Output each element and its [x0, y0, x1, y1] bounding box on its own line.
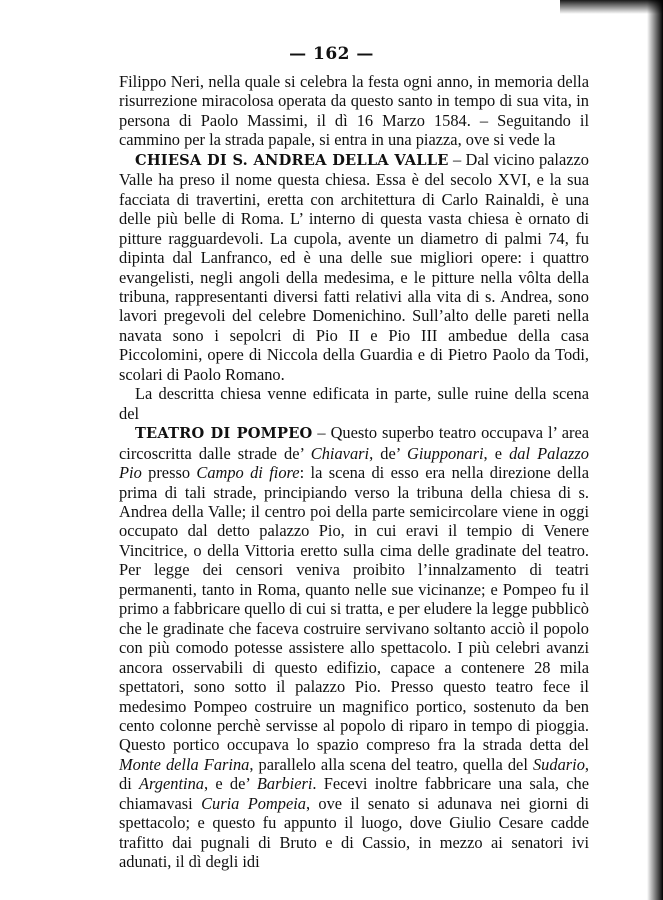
- page-number: — 162 —: [289, 44, 374, 64]
- text-span: , di: [119, 754, 590, 794]
- italic-term: dal Palazzo Pio: [119, 443, 589, 483]
- section-heading-chiesa: CHIESA DI S. ANDREA DELLA VALLE: [135, 151, 449, 169]
- italic-term: Chiavari: [310, 443, 370, 463]
- italic-term: Argentina: [139, 774, 204, 794]
- text-span: , de’: [369, 443, 408, 463]
- paragraph-3: La descritta chiesa venne edificata in parte, sulle ruine della scena del: [119, 384, 589, 423]
- paragraph-2-text: – Dal vicino palazzo Valle ha preso il nome questa chiesa. Essa è del secolo XVI, e la sua facciata di travertini, eretta con architettura di Carlo Rainaldi, è una delle più belle di Roma. L’ interno di questa vasta chiesa è ornato di pitture ragguardevoli. La cupola, avente un diametro di palmi 74, fu dipinta dal Lanfranco, ed è una delle sue migliori opere: i quattro evangelisti, negli angoli della medesima, e le pitture nella vôlta della tribuna, rappresentanti diversi fatti relativi alla vita di s. Andrea, sono lavori pregevoli del celebre Domenichino. Sull’alto delle pareti nella navata sono i sepolcri di Pio II e Pio III ambedue della casa Piccolomini, opere di Niccola della Guardia e di Pietro Paolo da Todi, scolari di Paolo Romano.: [119, 149, 590, 384]
- text-span: , ove il senato si adunava nei giorni di spettacolo; e questo fu appunto il luogo, dove Giulio Cesare cadde trafitto dai pugnali di Bruto e di Cassio, in mezzo ai senatori ivi adunati, il dì degli idi: [119, 793, 589, 872]
- italic-term: Sudario: [532, 754, 585, 774]
- italic-term: Campo di fiore: [196, 463, 300, 483]
- paragraph-4: [119, 423, 589, 871]
- italic-term: Barbieri: [256, 774, 313, 794]
- italic-term: Giupponari: [407, 443, 484, 463]
- body-text: [119, 72, 589, 872]
- paragraph-1: Filippo Neri, nella quale si celebra la festa ogni anno, in memoria della risurrezione miracolosa operata da questo santo in tempo di sua vita, in persona di Paolo Massimi, il dì 16 Marzo 1584. – Seguitando il cammino per la strada papale, si entra in una piazza, ove si vede la: [119, 72, 589, 150]
- text-span: : la scena di esso era nella direzione della prima di tali strade, principiando verso la tribuna della chiesa di s. Andrea della Valle; il centro poi della parte semicircolare viene in oggi occupato dal detto palazzo Pio, in cui eravi il tempio di Venere Vincitrice, o della Vittoria eretto sulla cima delle gradinate del teatro. Per legge dei censori veniva proibito l’innalzamento di teatri permanenti, tanto in Roma, quanto nelle sue vicinanze; e Pompeo fu il primo a fabbricare quello di cui si tratta, e per eludere la legge pubblicò che le gradinate che faceva costruire servivano soltanto acciò il popolo con più comodo potesse assistere allo spettacolo. I più celebri avanzi ancora osservabili di questo edifizio, capace a contenere 28 mila spettatori, sono sotto il palazzo Pio. Presso questo teatro fece il medesimo Pompeo costruire un magnifico portico, sostenuto da ben cento colonne perchè servisse al popolo di riparo in tempo di pioggia. Questo portico occupava lo spazio compreso fra la strada detta del: [119, 463, 590, 755]
- text-span: . Fecevi inoltre fabbricare una sala, che chiamavasi: [119, 774, 589, 813]
- italic-term: Curia Pompeia: [201, 793, 306, 813]
- paragraph-2: [119, 150, 589, 384]
- text-span: – Questo superbo teatro occupava l’ area circoscritta dalle strade de’: [119, 423, 590, 463]
- text-span: , e de’: [203, 774, 257, 794]
- section-heading-teatro: TEATRO DI POMPEO: [135, 425, 313, 443]
- italic-term: Monte della Farina: [119, 754, 250, 774]
- text-span: presso: [141, 463, 197, 483]
- scan-shadow-edge: [647, 0, 663, 900]
- text-span: , parallelo alla scena del teatro, quella del: [249, 754, 533, 774]
- text-span: , e: [483, 443, 510, 463]
